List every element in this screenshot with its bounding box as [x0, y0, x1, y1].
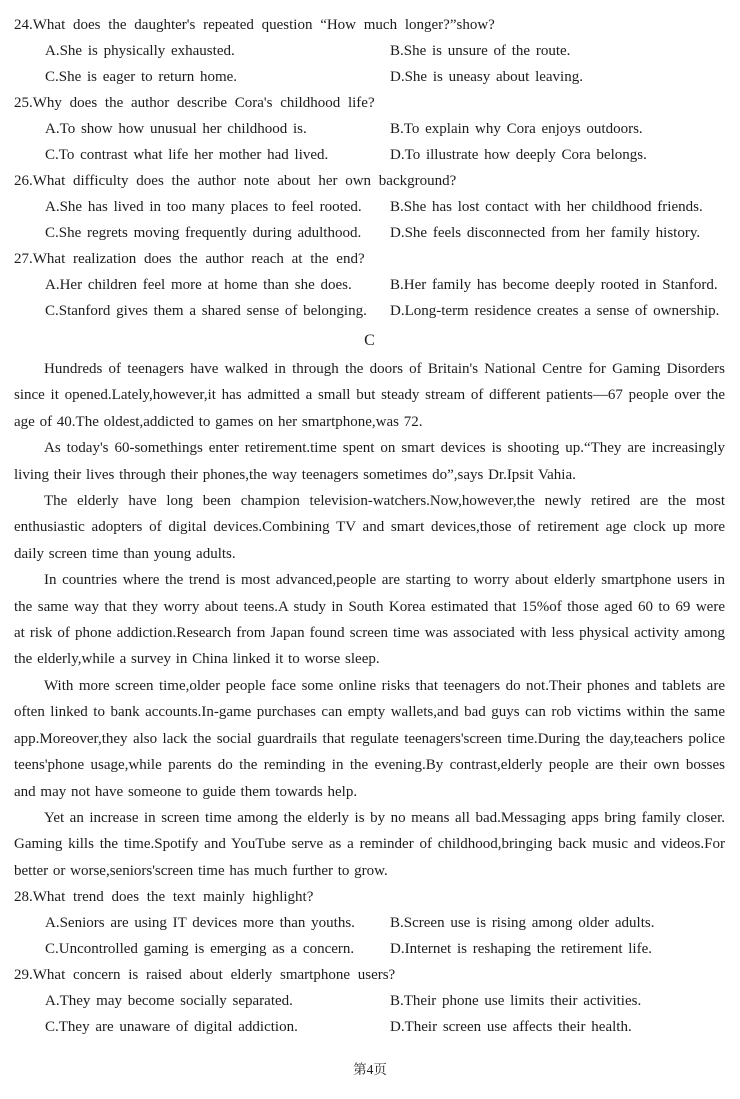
- passage-paragraph-2: As today's 60-somethings enter retirement.time spent on smart devices is shooting up.“They are increasingly living their lives through their phones,the way teenagers sometimes do”,says Dr.Ipsit Vahia.: [14, 440, 725, 483]
- question-number: 26.: [14, 173, 33, 189]
- question-block-26: [14, 168, 725, 246]
- question-text: What realization does the author reach at the end?: [32, 251, 365, 267]
- passage-paragraph-5: With more screen time,older people face some online risks that teenagers do not.Their phones and tablets are often linked to bank accounts.In-game purchases can empty wallets,and bad guys can rob victims within the same app.Moreover,they also lack the social guardrails that regulate teenagers'screen time.During the day,teachers police teens'phone usage,while parents do the reminding in the evening.By contrast,elderly people are their own bosses and may not have someone to guide them towards help.: [14, 677, 725, 800]
- option-b: B.Their phone use limits their activities.: [390, 993, 642, 1010]
- question-number: 27.: [14, 251, 33, 267]
- option-c: C.Uncontrolled gaming is emerging as a concern.: [45, 941, 355, 958]
- question-number: 24.: [14, 17, 33, 33]
- option-b: B.Screen use is rising among older adults.: [390, 915, 655, 932]
- question-block-25: [14, 90, 725, 168]
- question-text: What concern is raised about elderly smartphone users?: [32, 967, 396, 984]
- option-d: D.She feels disconnected from her family history.: [390, 225, 701, 241]
- options-row: [14, 910, 725, 936]
- option-a: A.They may become socially separated.: [45, 993, 293, 1010]
- option-d: D.Long-term residence creates a sense of ownership.: [390, 303, 720, 319]
- option-a: A.Her children feel more at home than she does.: [45, 277, 352, 293]
- question-stem: [14, 168, 725, 194]
- option-a: A.To show how unusual her childhood is.: [45, 121, 307, 137]
- option-d: D.Their screen use affects their health.: [390, 1019, 632, 1036]
- options-row: [14, 142, 725, 168]
- question-block-29: [14, 962, 725, 1040]
- options-row: [14, 116, 725, 142]
- question-stem: [14, 12, 725, 38]
- options-row: [14, 936, 725, 962]
- question-text: Why does the author describe Cora's childhood life?: [32, 95, 375, 111]
- option-d: D.To illustrate how deeply Cora belongs.: [390, 147, 647, 163]
- passage-paragraph-6: Yet an increase in screen time among the elderly is by no means all bad.Messaging apps bring family closer. Gaming kills the time.Spotify and YouTube serve as a reminder of childhood,bringing back music and videos.For better or worse,seniors'screen time has much further to grow.: [14, 809, 725, 879]
- option-c: C.She is eager to return home.: [45, 69, 238, 85]
- options-row: [14, 220, 725, 246]
- passage-paragraph-4: In countries where the trend is most advanced,people are starting to worry about elderly smartphone users in the same way that they worry about teens.A study in South Korea estimated that 15%of those aged 60 to 69 were at risk of phone addiction.Research from Japan found screen time was associated with less physical activity among the elderly,while a survey in China linked it to worse sleep.: [14, 572, 725, 668]
- option-a: A.She has lived in too many places to feel rooted.: [45, 199, 362, 215]
- options-row: [14, 272, 725, 298]
- passage-paragraph-3: The elderly have long been champion television-watchers.Now,however,the newly retired are the most enthusiastic adopters of digital devices.Combining TV and smart devices,those of retirement age clock up more daily screen time than young adults.: [14, 493, 725, 562]
- question-stem: [14, 90, 725, 116]
- options-row: [14, 1014, 725, 1040]
- option-b: B.She has lost contact with her childhood friends.: [390, 199, 703, 215]
- question-text: What trend does the text mainly highlight?: [32, 889, 314, 906]
- question-stem: [14, 884, 725, 910]
- option-a: A.She is physically exhausted.: [45, 43, 235, 59]
- question-number: 25.: [14, 95, 33, 111]
- question-text: What does the daughter's repeated question “How much longer?”show?: [32, 17, 495, 33]
- option-c: C.Stanford gives them a shared sense of belonging.: [45, 303, 367, 319]
- option-d: D.Internet is reshaping the retirement life.: [390, 941, 652, 958]
- option-c: C.They are unaware of digital addiction.: [45, 1019, 298, 1036]
- option-b: B.She is unsure of the route.: [390, 43, 571, 59]
- question-block-27: [14, 246, 725, 324]
- question-text: What difficulty does the author note about her own background?: [32, 173, 457, 189]
- question-block-24: [14, 12, 725, 90]
- option-d: D.She is uneasy about leaving.: [390, 69, 583, 85]
- option-b: B.Her family has become deeply rooted in Stanford.: [390, 277, 718, 293]
- option-c: C.She regrets moving frequently during adulthood.: [45, 225, 362, 241]
- question-number: 29.: [14, 967, 33, 984]
- question-number: 28.: [14, 889, 33, 906]
- passage-paragraph-1: Hundreds of teenagers have walked in through the doors of Britain's National Centre for Gaming Disorders since it opened.Lately,however,it has admitted a small but steady stream of different patients—67 people over the age of 40.The oldest,addicted to games on her smartphone,was 72.: [14, 361, 725, 430]
- passage-section-label: C: [364, 332, 375, 349]
- question-stem: [14, 962, 725, 988]
- question-stem: [14, 246, 725, 272]
- options-row: [14, 38, 725, 64]
- option-a: A.Seniors are using IT devices more than youths.: [45, 915, 355, 932]
- page-number: 第4页: [353, 1062, 387, 1077]
- question-block-28: [14, 884, 725, 962]
- options-row: [14, 64, 725, 90]
- options-row: [14, 194, 725, 220]
- options-row: [14, 988, 725, 1014]
- options-row: [14, 298, 725, 324]
- option-b: B.To explain why Cora enjoys outdoors.: [390, 121, 643, 137]
- option-c: C.To contrast what life her mother had lived.: [45, 147, 329, 163]
